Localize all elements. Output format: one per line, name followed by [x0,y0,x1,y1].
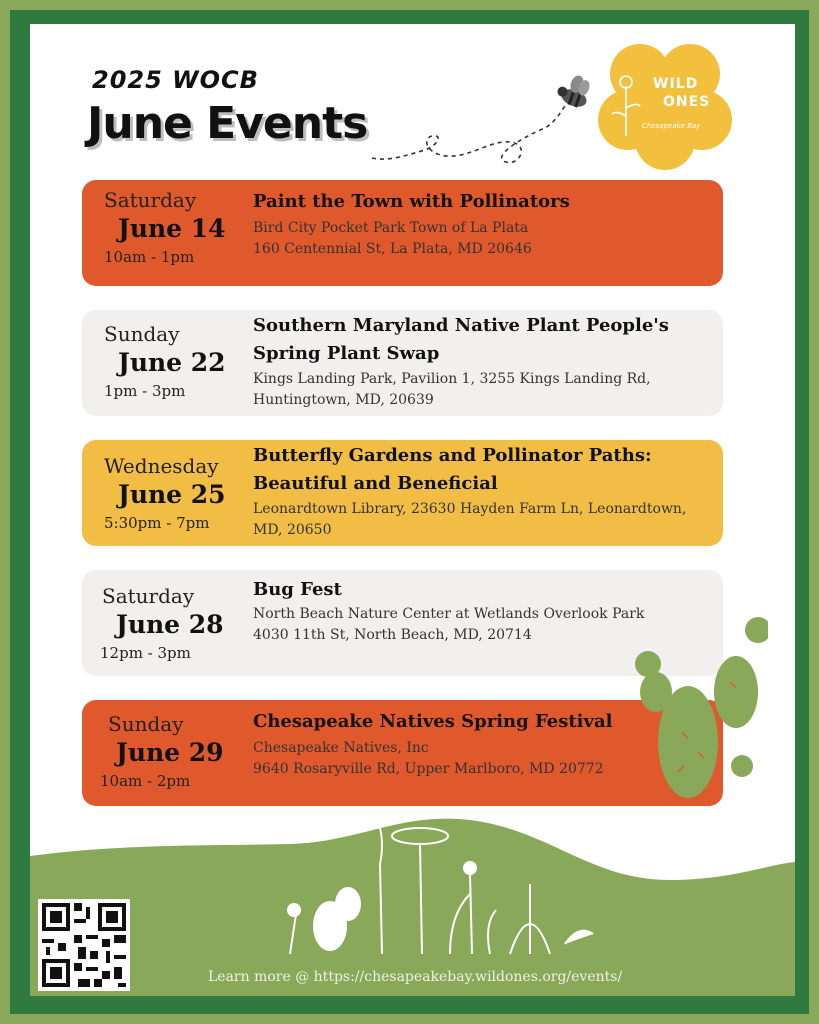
event-location-line2: 160 Centennial St, La Plata, MD 20646 [253,241,532,257]
event-location-line1: Leonardtown Library, 23630 Hayden Farm Ln, Leonardtown, [253,501,687,517]
event-card-june-22[interactable] [82,310,723,416]
bee-trail-icon [370,58,630,188]
logo-text-ones: ONES [663,94,711,110]
prickly-pear-cactus-icon [618,612,768,802]
event-day: Wednesday [104,454,219,478]
logo-text-wild: WILD [653,76,699,92]
event-time: 10am - 1pm [104,248,195,266]
event-day: Saturday [104,188,197,212]
event-location-line2: 9640 Rosaryville Rd, Upper Marlboro, MD 20772 [253,761,604,777]
event-date: June 29 [116,738,224,767]
event-location-line2: Huntingtown, MD, 20639 [253,392,434,408]
event-title: Butterfly Gardens and Pollinator Paths: [253,445,652,466]
event-title-line2: Spring Plant Swap [253,343,440,364]
event-location-line1: Kings Landing Park, Pavilion 1, 3255 Kings Landing Rd, [253,371,651,387]
event-date: June 14 [118,214,226,243]
event-title: Southern Maryland Native Plant People's [253,315,669,336]
event-title: Bug Fest [253,579,342,600]
event-location-line2: 4030 11th St, North Beach, MD, 20714 [253,627,532,643]
footer-events-link[interactable]: Learn more @ https://chesapeakebay.wildones.org/events/ [208,969,623,985]
event-title: Paint the Town with Pollinators [253,191,570,212]
event-time: 1pm - 3pm [104,382,186,400]
event-location-line2: MD, 20650 [253,522,332,538]
event-location-line1: Bird City Pocket Park Town of La Plata [253,220,529,236]
event-day: Sunday [108,712,184,736]
meadow-hills-illustration [30,784,795,996]
event-day: Sunday [104,322,180,346]
qr-code-icon[interactable] [38,899,130,991]
event-date: June 28 [116,610,224,639]
poster-paper [30,24,795,996]
event-title-line2: Beautiful and Beneficial [253,473,498,494]
event-time: 10am - 2pm [100,772,191,790]
event-card-june-14[interactable] [82,180,723,286]
bee-icon [554,70,594,110]
event-day: Saturday [102,584,195,608]
event-location-line1: Chesapeake Natives, Inc [253,740,429,756]
event-card-june-25[interactable] [82,440,723,546]
event-title: Chesapeake Natives Spring Festival [253,711,613,732]
event-date: June 25 [118,480,226,509]
poster-title: June Events [87,98,368,149]
event-location-line1: North Beach Nature Center at Wetlands Overlook Park [253,606,645,622]
poster-eyebrow: 2025 WOCB [92,66,259,94]
event-date: June 22 [118,348,226,377]
event-time: 12pm - 3pm [100,644,191,662]
logo-text-region: Chesapeake Bay [642,122,701,130]
event-time: 5:30pm - 7pm [104,514,210,532]
